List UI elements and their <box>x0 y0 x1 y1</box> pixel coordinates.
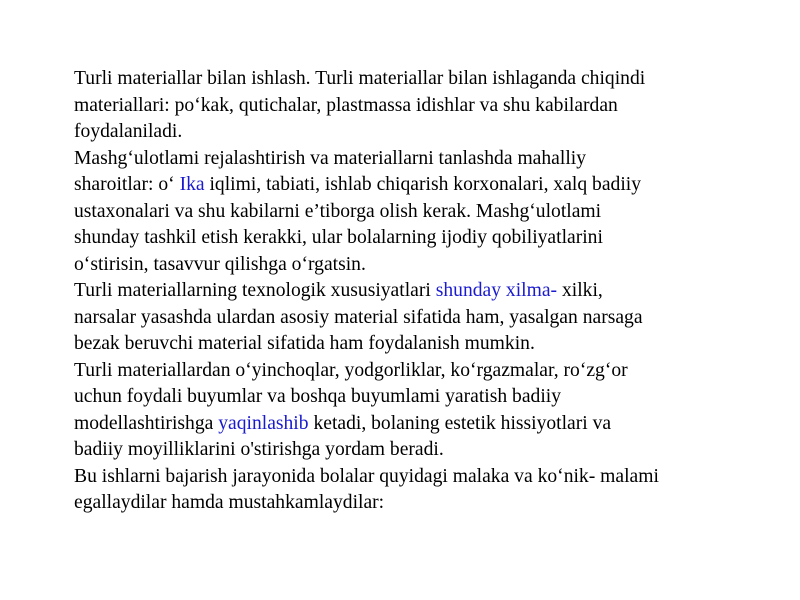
paragraph-materials-intro <box>74 66 754 146</box>
text-run: shunday tashkil etish kerakki, ular bolalarning ijodiy qobiliyatlarini <box>74 227 603 248</box>
text-run: iqlimi, tabiati, ishlab chiqarish korxonalari, xalq badiiy <box>204 174 642 195</box>
text-line <box>74 490 754 517</box>
text-line <box>74 252 754 279</box>
text-line <box>74 358 754 385</box>
text-line <box>74 93 754 120</box>
paragraph-skills <box>74 464 754 517</box>
text-run: ketadi, bolaning estetik hissiyotlari va <box>308 412 612 434</box>
text-run: sharoitlar: o‘ <box>74 174 180 195</box>
text-run: modellashtirishga <box>74 412 219 434</box>
highlighted-text: Ika <box>179 174 205 195</box>
highlighted-text: yaqinlashib <box>218 412 309 434</box>
text-run: narsalar yasashda ulardan asosiy material sifatida ham, yasalgan narsaga <box>74 306 643 328</box>
text-run: foydalaniladi. <box>74 121 183 142</box>
document-body <box>74 66 754 517</box>
text-line <box>74 331 754 358</box>
text-run: Bu ishlarni bajarish jarayonida bolalar quyidagi malaka va ko‘nik- malami <box>74 465 659 487</box>
text-run: Mashg‘ulotlami rejalashtirish va materiallarni tanlashda mahalliy <box>74 147 587 169</box>
highlighted-text: shunday xilma- <box>435 280 558 301</box>
text-run: ustaxonalari va shu kabilarni e’tiborga olish kerak. Mashg‘ulotlami <box>74 200 602 222</box>
text-line <box>74 464 754 491</box>
paragraph-planning <box>74 146 754 279</box>
text-run: Turli materiallardan o‘yinchoqlar, yodgorliklar, ko‘rgazmalar, ro‘zg‘or <box>74 359 628 381</box>
text-run: badiiy moyilliklarini o'stirishga yordam beradi. <box>74 439 444 460</box>
text-run: xilki, <box>557 280 603 301</box>
text-run: bezak beruvchi material sifatida ham foydalanish mumkin. <box>74 333 535 354</box>
paragraph-modelling <box>74 358 754 464</box>
text-line <box>74 305 754 332</box>
text-line <box>74 278 754 305</box>
text-line <box>74 66 754 93</box>
text-line <box>74 384 754 411</box>
text-run: egallaydilar hamda mustahkamlaydilar: <box>74 492 385 513</box>
text-line <box>74 437 754 464</box>
paragraph-technology <box>74 278 754 358</box>
text-run: o‘stirisin, tasavvur qilishga o‘rgatsin. <box>74 253 366 275</box>
text-line <box>74 119 754 146</box>
text-line <box>74 199 754 226</box>
text-run: materiallari: po‘kak, qutichalar, plastmassa idishlar va shu kabilardan <box>74 94 618 116</box>
text-run: uchun foydali buyumlar va boshqa buyumlami yaratish badiiy <box>74 386 562 407</box>
text-run: Turli materiallarning texnologik xususiyatlari <box>74 280 436 301</box>
text-line <box>74 146 754 173</box>
text-line <box>74 411 754 438</box>
text-line <box>74 172 754 199</box>
text-line <box>74 225 754 252</box>
text-run: Turli materiallar bilan ishlash. Turli materiallar bilan ishlaganda chiqindi <box>74 68 646 89</box>
